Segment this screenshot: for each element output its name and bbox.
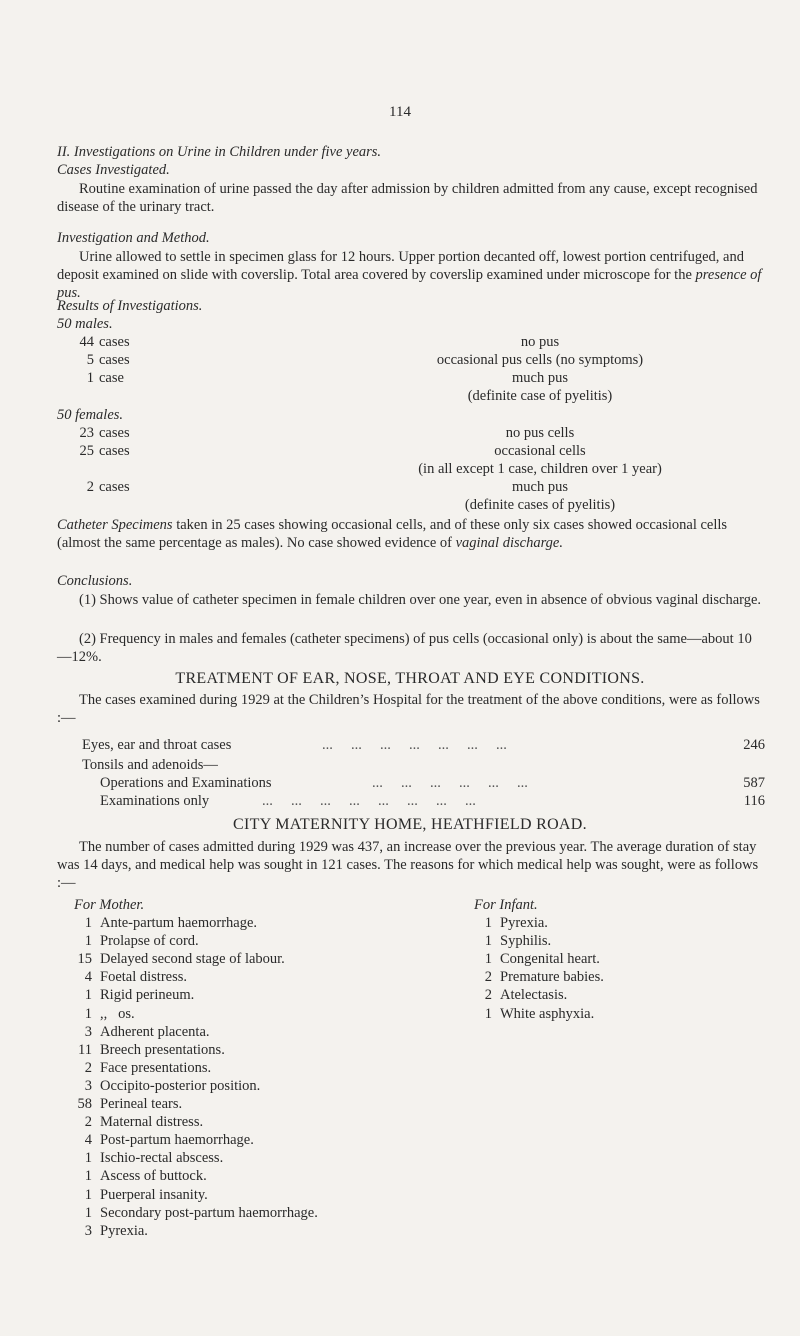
list-item-count: 1 bbox=[84, 915, 92, 931]
result-count: 44 bbox=[79, 334, 94, 350]
result-note: (definite case of pyelitis) bbox=[467, 388, 613, 404]
result-count: 5 bbox=[86, 352, 94, 368]
list-item-text: Breech presentations. bbox=[100, 1041, 225, 1058]
treatment-row-value: 587 bbox=[743, 775, 765, 791]
list-item-count: 4 bbox=[84, 969, 92, 986]
list-item-text: White asphyxia. bbox=[500, 1005, 595, 1022]
list-item-count: 1 bbox=[484, 1005, 492, 1022]
list-item-count: 1 bbox=[484, 933, 492, 950]
list-item-text: Puerperal insanity. bbox=[100, 1186, 208, 1203]
result-count: 1 bbox=[86, 370, 94, 386]
catheter-paragraph bbox=[57, 516, 765, 552]
list-item-count: 1 bbox=[84, 1168, 92, 1185]
list-item-text: Foetal distress. bbox=[100, 969, 187, 986]
maternity-heading: CITY MATERNITY HOME, HEATHFIELD ROAD. bbox=[233, 816, 587, 833]
list-item-text: Face presentations. bbox=[100, 1059, 212, 1076]
list-item-count: 3 bbox=[84, 1077, 92, 1094]
result-description: occasional cells bbox=[494, 443, 586, 459]
list-item-count: 58 bbox=[77, 1096, 92, 1112]
list-item-text: Adherent placenta. bbox=[100, 1023, 210, 1040]
treatment-heading: TREATMENT OF EAR, NOSE, THROAT AND EYE CONDITIONS. bbox=[175, 670, 645, 687]
list-item-count: 15 bbox=[77, 951, 92, 968]
tonsils-label: Tonsils and adenoids— bbox=[82, 757, 218, 773]
list-item-text: Post-partum haemorrhage. bbox=[100, 1132, 254, 1149]
result-description: occasional pus cells (no symptoms) bbox=[436, 352, 644, 368]
list-item-count: 11 bbox=[78, 1041, 92, 1058]
result-unit: cases bbox=[99, 443, 130, 459]
method-text-emphasis: presence of pus. bbox=[57, 267, 762, 301]
treatment-row-value: 116 bbox=[743, 793, 765, 809]
list-item-count: 3 bbox=[84, 1023, 92, 1040]
cases-heading: Cases Investigated. bbox=[57, 162, 170, 178]
leader-dots: ... ... ... ... ... ... bbox=[372, 775, 528, 791]
infant-heading: For Infant. bbox=[474, 897, 538, 913]
result-note: (definite cases of pyelitis) bbox=[464, 497, 616, 513]
conclusions-heading: Conclusions. bbox=[57, 573, 133, 589]
list-item-count: 3 bbox=[84, 1222, 92, 1239]
list-item-count: 1 bbox=[484, 915, 492, 931]
leader-dots: ... ... ... ... ... ... ... bbox=[322, 737, 507, 753]
result-description: much pus bbox=[512, 479, 568, 495]
page-number: 114 bbox=[389, 104, 411, 120]
females-heading: 50 females. bbox=[57, 407, 124, 423]
list-item-count: 1 bbox=[84, 1186, 92, 1203]
list-item-text: Delayed second stage of labour. bbox=[100, 951, 285, 968]
treatment-row-label: Examinations only bbox=[100, 793, 210, 809]
treatment-row-label: Operations and Examinations bbox=[100, 775, 272, 791]
result-unit: cases bbox=[99, 352, 130, 368]
list-item-text: Congenital heart. bbox=[500, 951, 600, 968]
maternity-intro: The number of cases admitted during 1929 was 437, an increase over the previous year. The average duration of stay was 14 days, and medical help was sought in 121 cases. The reasons for which medical help was sought, were as follows :— bbox=[57, 839, 759, 891]
list-item-count: 1 bbox=[484, 951, 492, 968]
list-item-text: Atelectasis. bbox=[500, 987, 568, 1004]
list-item-text: Prolapse of cord. bbox=[100, 933, 199, 950]
list-item-text: Secondary post-partum haemorrhage. bbox=[100, 1204, 318, 1221]
catheter-text: taken in 25 cases showing occasional cells, and of these only six cases showed occasional cells (almost the same percentage as males). No case showed evidence of bbox=[57, 517, 728, 551]
list-item-count: 1 bbox=[84, 1005, 92, 1022]
catheter-emphasis: Catheter Specimens bbox=[57, 517, 173, 533]
list-item-text: Rigid perineum. bbox=[100, 987, 195, 1004]
conclusion-2: (2) Frequency in males and females (catheter specimens) of pus cells (occasional only) is about the same—about 10—12%. bbox=[57, 631, 752, 665]
result-unit: cases bbox=[99, 334, 130, 350]
list-item-count: 2 bbox=[484, 969, 492, 986]
males-heading: 50 males. bbox=[57, 316, 113, 332]
list-item-text: Premature babies. bbox=[500, 969, 604, 986]
method-paragraph bbox=[57, 248, 765, 302]
list-item-count: 1 bbox=[84, 1150, 92, 1167]
list-item-text: ,, os. bbox=[100, 1005, 135, 1022]
treatment-row-label: Eyes, ear and throat cases bbox=[82, 737, 232, 753]
mother-heading: For Mother. bbox=[74, 897, 145, 913]
section-heading: II. Investigations on Urine in Children under five years. bbox=[57, 144, 382, 160]
list-item-text: Ascess of buttock. bbox=[100, 1168, 207, 1185]
list-item-text: Maternal distress. bbox=[100, 1114, 204, 1131]
list-item-text: Syphilis. bbox=[500, 933, 552, 950]
result-description: much pus bbox=[512, 370, 568, 386]
treatment-row-value: 246 bbox=[743, 737, 765, 753]
list-item-text: Ante-partum haemorrhage. bbox=[100, 915, 258, 931]
list-item-text: Pyrexia. bbox=[100, 1222, 148, 1239]
result-count: 23 bbox=[79, 425, 94, 441]
treatment-intro: The cases examined during 1929 at the Children’s Hospital for the treatment of the above conditions, were as follows :— bbox=[57, 692, 760, 726]
result-unit: cases bbox=[99, 479, 130, 495]
list-item-count: 1 bbox=[84, 987, 92, 1004]
result-note: (in all except 1 case, children over 1 year) bbox=[418, 461, 662, 477]
method-heading: Investigation and Method. bbox=[57, 230, 210, 246]
conclusion-1: (1) Shows value of catheter specimen in female children over one year, even in absence of obvious vaginal discharge. bbox=[79, 592, 762, 608]
result-description: no pus bbox=[520, 334, 560, 350]
method-text: Urine allowed to settle in specimen glass for 12 hours. Upper portion decanted off, lowest portion centrifuged, and deposit examined on slide with coverslip. Total area covered by coverslip examined under microscope for the bbox=[57, 249, 744, 283]
list-item-count: 2 bbox=[484, 987, 492, 1004]
list-item-text: Pyrexia. bbox=[500, 915, 548, 931]
result-count: 25 bbox=[79, 443, 94, 459]
result-unit: cases bbox=[99, 425, 130, 441]
list-item-count: 1 bbox=[84, 1204, 92, 1221]
cases-paragraph: Routine examination of urine passed the day after admission by children admitted from any cause, except recognised disease of the urinary tract. bbox=[57, 181, 758, 215]
leader-dots: ... ... ... ... ... ... ... ... bbox=[262, 793, 476, 809]
list-item-count: 2 bbox=[84, 1059, 92, 1076]
result-description: no pus cells bbox=[505, 425, 575, 441]
list-item-text: Perineal tears. bbox=[100, 1096, 183, 1112]
result-unit: case bbox=[99, 370, 124, 386]
results-heading: Results of Investigations. bbox=[57, 298, 203, 314]
list-item-count: 1 bbox=[84, 933, 92, 950]
list-item-count: 2 bbox=[84, 1114, 92, 1131]
list-item-text: Ischio-rectal abscess. bbox=[100, 1150, 224, 1167]
result-count: 2 bbox=[86, 479, 94, 495]
list-item-count: 4 bbox=[84, 1132, 92, 1149]
list-item-text: Occipito-posterior position. bbox=[100, 1077, 261, 1094]
catheter-emphasis-2: vaginal discharge. bbox=[455, 535, 563, 551]
